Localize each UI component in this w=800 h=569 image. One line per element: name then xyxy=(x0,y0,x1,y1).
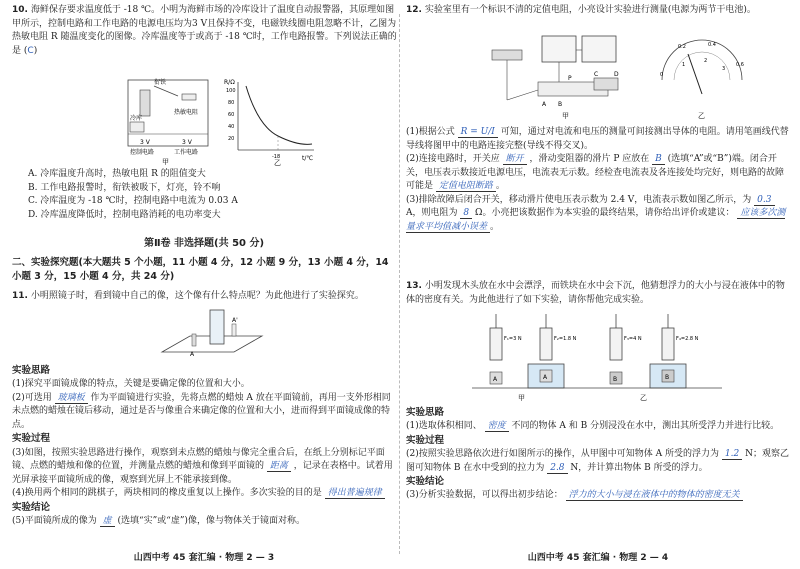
q13-body xyxy=(406,406,792,503)
q11-body xyxy=(12,364,398,528)
q12-circuit-figure xyxy=(482,30,772,122)
fig-label: 乙 xyxy=(640,394,647,402)
question-text: 实验室里有一个标识不清的定值电阻，小亮设计实验进行测量(电源为两节干电池)。 xyxy=(424,5,756,15)
fig-text: A xyxy=(543,374,548,381)
meter-tick: 2 xyxy=(704,58,708,64)
answer-blank: 得出普遍规律 xyxy=(325,488,385,499)
answer-blank: 虚 xyxy=(100,516,115,527)
meter-tick: 0.6 xyxy=(736,62,744,68)
graph-ytick: 80 xyxy=(228,100,235,106)
fig-text: F₃=4 N xyxy=(624,336,642,342)
fig-text: B xyxy=(665,374,670,381)
fig-text: F₄=2.8 N xyxy=(676,336,699,342)
q13-process-2: (2)按照实验思路依次进行如图所示的操作，从甲图中可知物体 A 所受的浮力为 1.2 N；观察乙图可知物体 B 在水中受到的拉力为 2.8 N，并计算出物体 B 所受的浮力。 xyxy=(406,449,789,473)
left-page xyxy=(8,0,400,569)
question-number: 11. xyxy=(12,291,28,301)
idea-1: (1)探究平面镜成像的特点，关键是要确定像的位置和大小。 xyxy=(12,379,250,390)
q13-idea-1: (1)选取体积相同、 密度 不同的物体 A 和 B 分别浸没在水中，测出其所受浮力并进行比较。 xyxy=(406,421,780,432)
fig-text: B xyxy=(613,376,618,383)
answer-blank: 0.3 xyxy=(754,195,774,206)
question-text: 小明照镜子时，看到镜中自己的像，这个像有什么特点呢？为此他进行了实验探究。 xyxy=(30,291,364,301)
question-number: 13. xyxy=(406,281,422,291)
fig-label: 甲 xyxy=(518,394,525,402)
question-10: 10. 海鲜保存要求温度低于 -18 ℃。小明为海鲜市场的冷库设计了温度自动报警器，其原理如图甲所示，控制电路和工作电路的电源电压均为3 V且保持不变，电磁铁线圈电阻忽略不计，乙图为热敏电阻 R 随温度变化的图像。冷库温度等于或高于 -18 ℃时，工作电路报警。下列说法正确的是 (C) xyxy=(12,5,397,56)
meter-tick: 1 xyxy=(682,62,686,68)
fig-label: 甲 xyxy=(162,158,169,166)
answer-blank: 距离 xyxy=(267,461,291,472)
graph-ytick: 100 xyxy=(226,88,236,94)
q13-conclusion-3: (3)分析实验数据，可以得出初步结论： 浮力的大小与浸在液体中的物体的密度无关 xyxy=(406,489,792,503)
q12-body xyxy=(406,126,792,234)
answer-blank: 浮力的大小与浸在液体中的物体的密度无关 xyxy=(566,490,743,501)
question-12 xyxy=(406,4,792,18)
right-page xyxy=(402,0,794,569)
idea-2: (2)可选用 玻璃板 作为平面镜进行实验，先将点燃的蜡烛 A 放在平面镜前，再用一支外形相同未点燃的蜡烛在镜后移动，通过是否与像重合来确定像的位置和大小，进而得到平面镜成像的特点。 xyxy=(12,392,391,430)
meter-tick: 0.2 xyxy=(678,44,686,50)
graph-xtick: -18 xyxy=(272,154,281,160)
graph-ytick: 60 xyxy=(228,112,235,118)
option-a: A. 冷库温度升高时，热敏电阻 R 的阻值变大 xyxy=(28,169,206,179)
process-3: (3)如图，按照实验思路进行操作，观察到未点燃的蜡烛与像完全重合后，在纸上分别标记平面镜、点燃的蜡烛和像的位置，并测量点燃的蜡烛和像到平面镜的 距离 ，记录在表格中。试着用光屏承接平面镜所成的像，观察到光屏上不能承接到像。 xyxy=(12,447,393,485)
section-two-heading: 二、实验探究题(本大题共 5 个小题，11 小题 4 分，12 小题 9 分，13 小题 4 分，14 小题 3 分，15 小题 4 分，共 24 分) xyxy=(12,257,389,283)
fig-text: F₂=1.8 N xyxy=(554,336,577,342)
page-footer: 山西中考 45 套汇编 · 物理 2 — 4 xyxy=(527,552,669,563)
fig-text: F₁=3 N xyxy=(504,336,522,342)
question-text: 小明发现木头放在水中会漂浮，而铁块在水中会下沉，他猜想浮力的大小与浸在液体中的物体的密度有关。为此他进行了如下实验，请你帮他完成实验。 xyxy=(406,281,785,305)
process-4: (4)换用两个相同的跳棋子，两块相同的橡皮重复以上操作。多次实验的目的是 得出普遍规律 xyxy=(12,487,398,501)
option-d: D. 冷库温度降低时，控制电路消耗的电功率变大 xyxy=(28,209,221,220)
question-11 xyxy=(12,290,398,304)
heading-process: 实验过程 xyxy=(12,433,51,445)
answer-blank: 应该多次测量求平均值减小误差 xyxy=(406,208,786,232)
answer-blank: 8 xyxy=(460,208,472,219)
answer-choice: C xyxy=(27,45,34,56)
graph-ytick: 20 xyxy=(228,136,235,142)
heading-conclusion: 实验结论 xyxy=(406,476,445,487)
graph-xlabel: t/℃ xyxy=(302,155,314,162)
q12-part-1: (1)根据公式 R = U/I 可知，通过对电流和电压的测量可间接测出导体的电阻。请用笔画线代替导线将图甲中的电路连接完整(导线不得交叉)。 xyxy=(406,127,789,151)
heading-process: 实验过程 xyxy=(406,434,445,446)
fig-label: 甲 xyxy=(562,112,569,120)
heading-idea: 实验思路 xyxy=(12,365,51,376)
meter-tick: 0 xyxy=(660,72,664,78)
fig-text: 热敏电阻 xyxy=(174,109,199,116)
page-divider xyxy=(399,14,400,554)
formula: R = U/I xyxy=(458,127,498,138)
fig-text: 工作电路 xyxy=(174,149,199,156)
q10-circuit-figure xyxy=(118,74,318,166)
fig-label: 乙 xyxy=(698,112,705,120)
fig-text: 冷库 xyxy=(130,115,143,122)
fig-label-a-prime: A' xyxy=(232,317,238,324)
fig-text: B xyxy=(558,101,563,108)
fig-text: 衔铁 xyxy=(154,79,167,86)
section-title: 第Ⅱ卷 非选择题(共 50 分) xyxy=(143,238,265,249)
fig-text: A xyxy=(542,101,547,108)
option-b: B. 工作电路报警时，衔铁被吸下，灯亮，铃不响 xyxy=(28,182,221,193)
fig-text: D xyxy=(614,71,619,78)
meter-tick: 0.4 xyxy=(708,42,716,48)
fig-text: A xyxy=(493,376,498,383)
fig-text: 3 V xyxy=(140,139,150,146)
answer-blank: 定值电阻断路 xyxy=(436,181,496,192)
q12-part-2: (2)连接电路时，开关应 断开 ，滑动变阻器的滑片 P 应放在 B (选填“A”或“B”)端。闭合开关，电压表示数接近电源电压，电流表无示数。经检查电流表及各连接处均完好，则电路的故障可能是 定值电阻断路 。 xyxy=(406,154,785,191)
q12-part-3: (3)排除故障后闭合开关，移动滑片使电压表示数为 2.4 V，电流表示数如图乙所示，为 0.3 A，则电阻为 8 Ω。小亮把该数据作为本实验的最终结果，请你给出评价或建议： 应该多次测量求平均值减小误差 。 xyxy=(406,194,786,232)
fig-text: 控制电路 xyxy=(130,149,155,156)
option-c: C. 冷库温度为 -18 ℃时，控制电路中电流为 0.03 A xyxy=(28,196,238,206)
graph-ytick: 40 xyxy=(228,124,235,130)
page-footer: 山西中考 45 套汇编 · 物理 2 — 3 xyxy=(133,552,275,563)
conclusion-5: (5)平面镜所成的像为 虚 (选填“实”或“虚”)像，像与物体关于镜面对称。 xyxy=(12,515,305,526)
fig-label: 乙 xyxy=(274,159,281,166)
answer-blank: 玻璃板 xyxy=(55,393,88,404)
answer-blank: 2.8 xyxy=(547,463,567,474)
q10-options xyxy=(28,168,398,222)
answer-blank: 1.2 xyxy=(722,449,742,460)
fig-label-a: A xyxy=(190,351,195,358)
heading-conclusion: 实验结论 xyxy=(12,501,51,513)
q13-buoyancy-figure xyxy=(472,310,722,402)
meter-tick: 3 xyxy=(722,66,726,72)
answer-blank: 断开 xyxy=(503,154,527,165)
answer-blank: 密度 xyxy=(485,421,509,432)
heading-idea: 实验思路 xyxy=(406,407,445,418)
question-number: 10. xyxy=(12,5,28,15)
question-text: 海鲜保存要求温度低于 -18 ℃。小明为海鲜市场的冷库设计了温度自动报警器，其原理如图甲所示，控制电路和工作电路的电源电压均为3 V且保持不变，电磁铁线圈电阻忽略不计，乙图为热敏电阻 R 随温度变化的图像。冷库温度等于或高于 -18 ℃时，工作电路报警。下列说法正确的是 xyxy=(12,5,397,56)
q11-mirror-figure xyxy=(158,306,268,360)
graph-ylabel: R/Ω xyxy=(224,79,235,86)
answer-blank: B xyxy=(652,154,665,165)
fig-text: P xyxy=(568,75,572,82)
fig-text: C xyxy=(594,71,599,78)
question-number: 12. xyxy=(406,5,422,15)
question-13 xyxy=(406,280,792,307)
fig-text: 3 V xyxy=(182,139,192,146)
